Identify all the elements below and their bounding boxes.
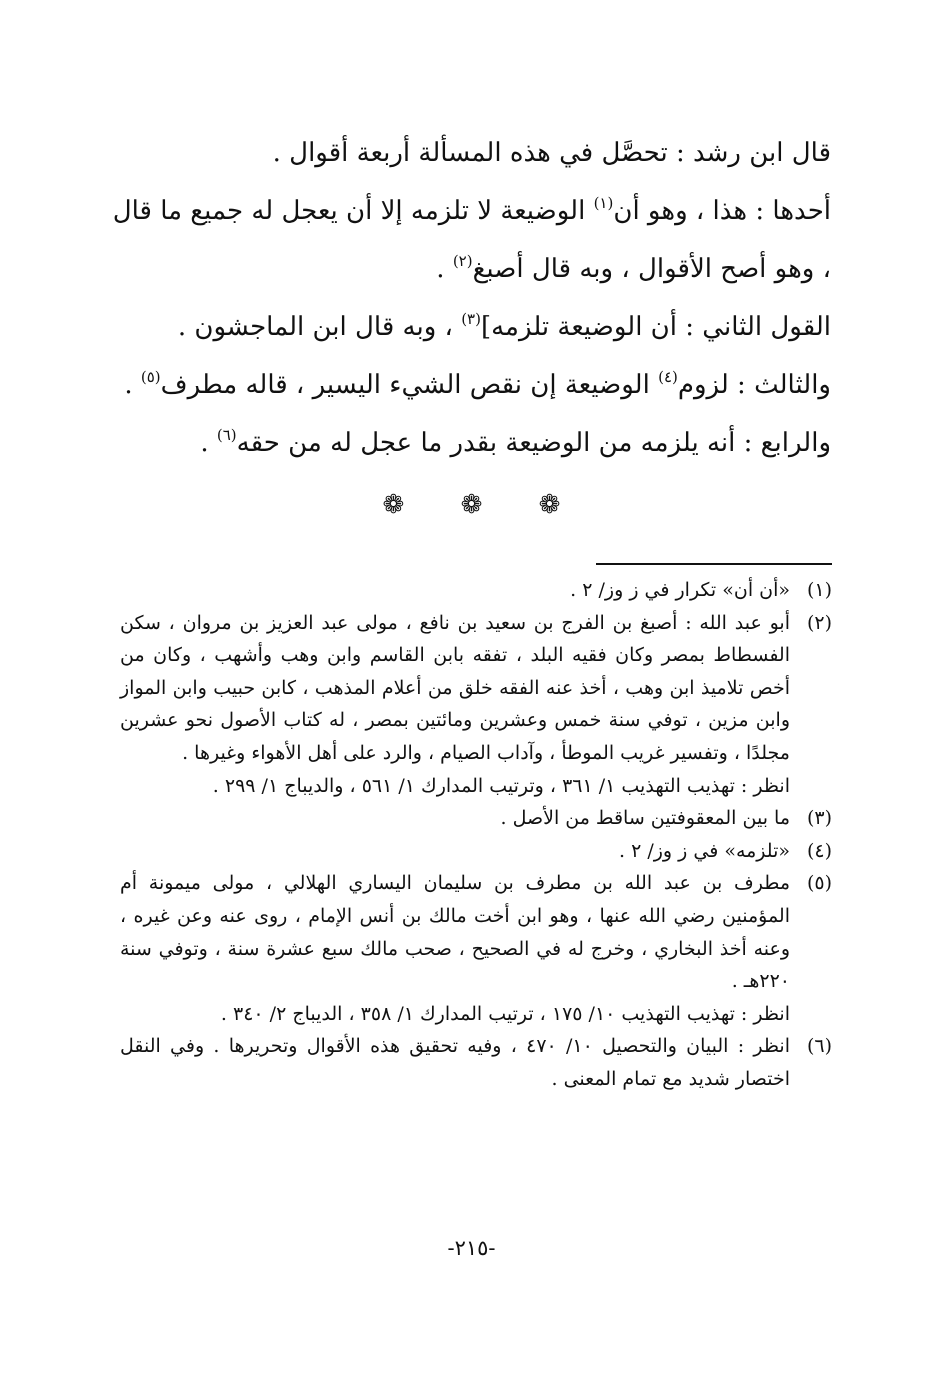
footnote-2	[120, 607, 832, 803]
text-segment: أحدها : هذا ، وهو أن	[613, 196, 831, 226]
section-divider	[0, 490, 943, 520]
footnote-source: انظر : تهذيب التهذيب ١/ ٣٦١ ، وترتيب المدارك ١/ ٥٦١ ، والديباج ١/ ٢٩٩ .	[212, 774, 790, 797]
page-number: -٢١٥-	[447, 1236, 496, 1260]
paragraph-fourth-opinion	[111, 414, 831, 472]
footnote-text: انظر : البيان والتحصيل ١٠/ ٤٧٠ ، وفيه تحقيق هذه الأقوال وتحريرها . وفي النقل اختصار شديد مع تمام المعنى .	[120, 1035, 790, 1090]
footnote-number: (٦)	[806, 1035, 832, 1058]
main-text	[111, 124, 831, 472]
footnotes	[120, 574, 832, 1096]
footnote-number: (٣)	[806, 807, 832, 830]
text-segment: .	[436, 254, 453, 284]
footnote-text: أبو عبد الله : أصبغ بن الفرج بن سعيد بن نافع ، مولى عبد العزيز بن مروان ، سكن الفسطاط بمصر وكان فقيه البلد ، تفقه بابن القاسم وابن وهب وأشهب ، وكان من أخص تلاميذ ابن وهب ، أخذ عنه الفقه خلق من أعلام المذهب ، كابن حبيب وابن المواز وابن مزين ، توفي سنة خمس وعشرين ومائتين بمصر ، له كتاب الأصول نحو عشرين مجلدًا ، وتفسير غريب الموطأ ، وآداب الصيام ، والرد على أهل الأهواء وغيرها .	[120, 611, 790, 764]
paragraph-third-opinion	[111, 356, 831, 414]
footnote-ref[interactable]: (١)	[593, 194, 614, 212]
text-segment: ، وبه قال ابن الماجشون .	[177, 312, 462, 342]
paragraph-first-opinion	[111, 182, 831, 298]
footnote-ref[interactable]: (٢)	[452, 252, 473, 270]
footnote-ref[interactable]: (٥)	[140, 368, 161, 386]
footnote-number: (٢)	[806, 611, 832, 634]
footnote-4	[120, 835, 832, 868]
text-segment: والثالث : لزوم	[677, 370, 831, 400]
footnote-text: مطرف بن عبد الله بن مطرف بن سليمان اليساري الهلالي ، مولى ميمونة أم المؤمنين رضي الله عنها ، وهو ابن أخت مالك بن أنس الإمام ، روى عنه وعن غيره ، وعنه أخذ البخاري ، وخرج له في الصحيح ، صحب مالك سبع عشرة سنة ، وتوفي سنة ٢٢٠هـ .	[120, 872, 790, 993]
text-segment: القول الثاني : أن الوضيعة تلزمه]	[480, 312, 831, 342]
text-segment: الوضيعة إن نقص الشيء اليسير ، قاله مطرف	[160, 370, 659, 400]
footnote-source: انظر : تهذيب التهذيب ١٠/ ١٧٥ ، ترتيب المدارك ١/ ٣٥٨ ، الديباج ٢/ ٣٤٠ .	[220, 1002, 790, 1025]
footnote-text: «أن أن» تكرار في ز وز/ ٢ .	[570, 579, 790, 601]
footnote-number: (١)	[806, 579, 832, 601]
footnote-1	[120, 574, 832, 607]
footnote-3	[120, 802, 832, 835]
footnote-5	[120, 867, 832, 1030]
paragraph-intro: قال ابن رشد : تحصَّل في هذه المسألة أربعة أقوال .	[272, 138, 831, 168]
footnote-number: (٥)	[806, 872, 832, 895]
flower-ornament-icon: ❁	[382, 490, 405, 520]
flower-ornament-icon: ❁	[460, 490, 483, 520]
text-segment: والرابع : أنه يلزمه من الوضيعة بقدر ما عجل له من حقه	[236, 428, 831, 458]
footnote-text: ما بين المعقوفتين ساقط من الأصل .	[500, 807, 790, 830]
footnote-ref[interactable]: (٤)	[658, 368, 678, 386]
footnote-6	[120, 1030, 832, 1095]
text-segment: الوضيعة لا تلزمه إلا أن يعجل له جميع ما قال ، وهو أصح الأقوال ، وبه قال أصبغ	[112, 196, 831, 284]
footnote-ref[interactable]: (٣)	[461, 310, 481, 328]
flower-ornament-icon: ❁	[538, 490, 561, 520]
footnote-text: «تلزمه» في ز وز/ ٢ .	[619, 839, 790, 862]
footnote-separator	[596, 563, 832, 565]
footnote-ref[interactable]: (٦)	[216, 426, 237, 444]
text-segment: .	[124, 370, 141, 400]
paragraph-second-opinion	[111, 298, 831, 356]
footnote-number: (٤)	[806, 839, 832, 862]
text-segment: .	[200, 428, 217, 458]
